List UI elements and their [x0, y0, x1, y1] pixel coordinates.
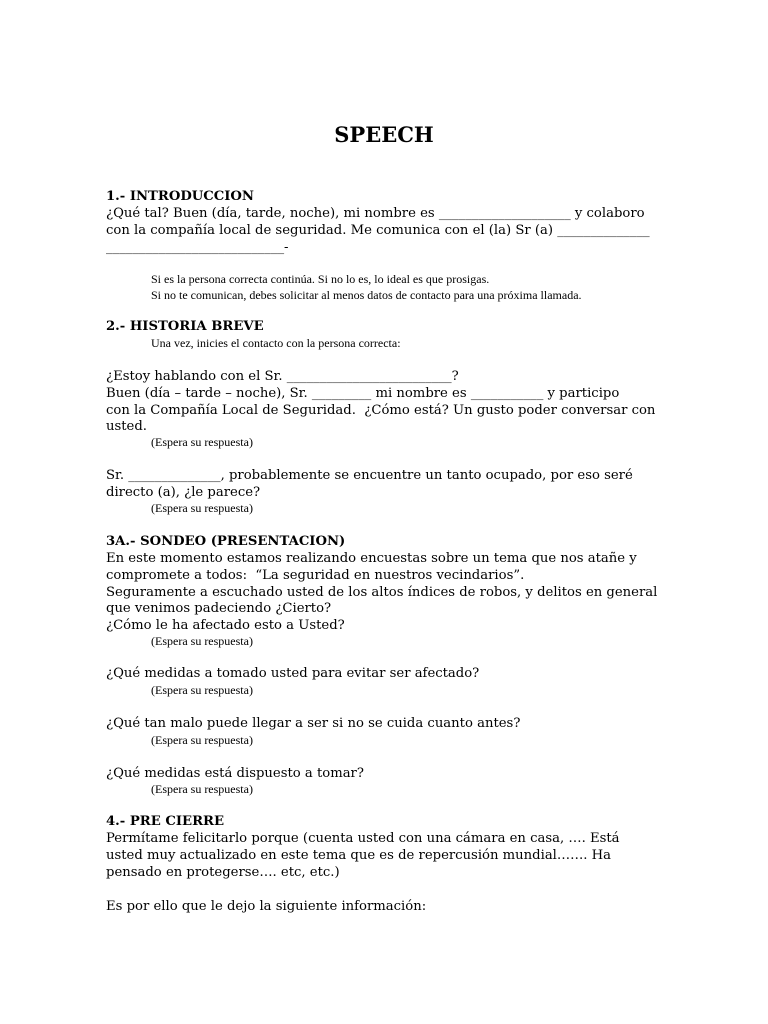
sondeo-question: ¿Qué medidas está dispuesto a tomar?: [106, 766, 364, 781]
intro-line: con la compañía local de seguridad. Me comunica con el (la) Sr (a) ______________: [106, 223, 650, 238]
wait-response-note: (Espera su respuesta): [151, 501, 253, 515]
precierre-line: pensado en protegerse…. etc, etc.): [106, 865, 340, 880]
document-title: SPEECH: [334, 122, 434, 147]
section-heading-introduccion: 1.- INTRODUCCION: [106, 189, 254, 204]
sondeo-line: Seguramente a escuchado usted de los altos índices de robos, y delitos en general: [106, 585, 658, 600]
wait-response-note: (Espera su respuesta): [151, 683, 253, 697]
section-heading-historia-breve: 2.- HISTORIA BREVE: [106, 319, 264, 334]
intro-note: Si no te comunican, debes solicitar al menos datos de contacto para una próxima llamada.: [151, 288, 582, 302]
historia-line: ¿Estoy hablando con el Sr. _________________________?: [106, 369, 459, 384]
wait-response-note: (Espera su respuesta): [151, 634, 253, 648]
historia-line: Sr. ______________, probablemente se encuentre un tanto ocupado, por eso seré: [106, 468, 633, 483]
precierre-line: Permítame felicitarlo porque (cuenta usted con una cámara en casa, …. Está: [106, 831, 620, 846]
wait-response-note: (Espera su respuesta): [151, 733, 253, 747]
sondeo-line: ¿Cómo le ha afectado esto a Usted?: [106, 618, 345, 633]
sondeo-question: ¿Qué medidas a tomado usted para evitar ser afectado?: [106, 666, 480, 681]
section-heading-pre-cierre: 4.- PRE CIERRE: [106, 814, 225, 829]
historia-line: Buen (día – tarde – noche), Sr. _________ mi nombre es ___________ y participo: [106, 386, 620, 401]
sondeo-line: En este momento estamos realizando encuestas sobre un tema que nos atañe y: [106, 551, 637, 566]
intro-note: Si es la persona correcta continúa. Si no lo es, lo ideal es que prosigas.: [151, 272, 490, 286]
historia-line: usted.: [106, 419, 147, 434]
sondeo-question: ¿Qué tan malo puede llegar a ser si no se cuida cuanto antes?: [106, 716, 521, 731]
historia-intro-note: Una vez, inicies el contacto con la persona correcta:: [151, 336, 401, 350]
precierre-closing: Es por ello que le dejo la siguiente información:: [106, 899, 427, 914]
sondeo-line: compromete a todos: “La seguridad en nuestros vecindarios”.: [106, 568, 525, 583]
sondeo-line: que venimos padeciendo ¿Cierto?: [106, 601, 332, 616]
wait-response-note: (Espera su respuesta): [151, 782, 253, 796]
historia-line: con la Compañía Local de Seguridad. ¿Cómo está? Un gusto poder conversar con: [106, 403, 656, 418]
intro-line: ___________________________-: [106, 240, 289, 255]
historia-line: directo (a), ¿le parece?: [106, 485, 261, 500]
precierre-line: usted muy actualizado en este tema que es de repercusión mundial……. Ha: [106, 848, 612, 863]
section-heading-sondeo: 3A.- SONDEO (PRESENTACION): [106, 534, 346, 549]
wait-response-note: (Espera su respuesta): [151, 435, 253, 449]
intro-line: ¿Qué tal? Buen (día, tarde, noche), mi nombre es ____________________ y colaboro: [106, 206, 645, 221]
